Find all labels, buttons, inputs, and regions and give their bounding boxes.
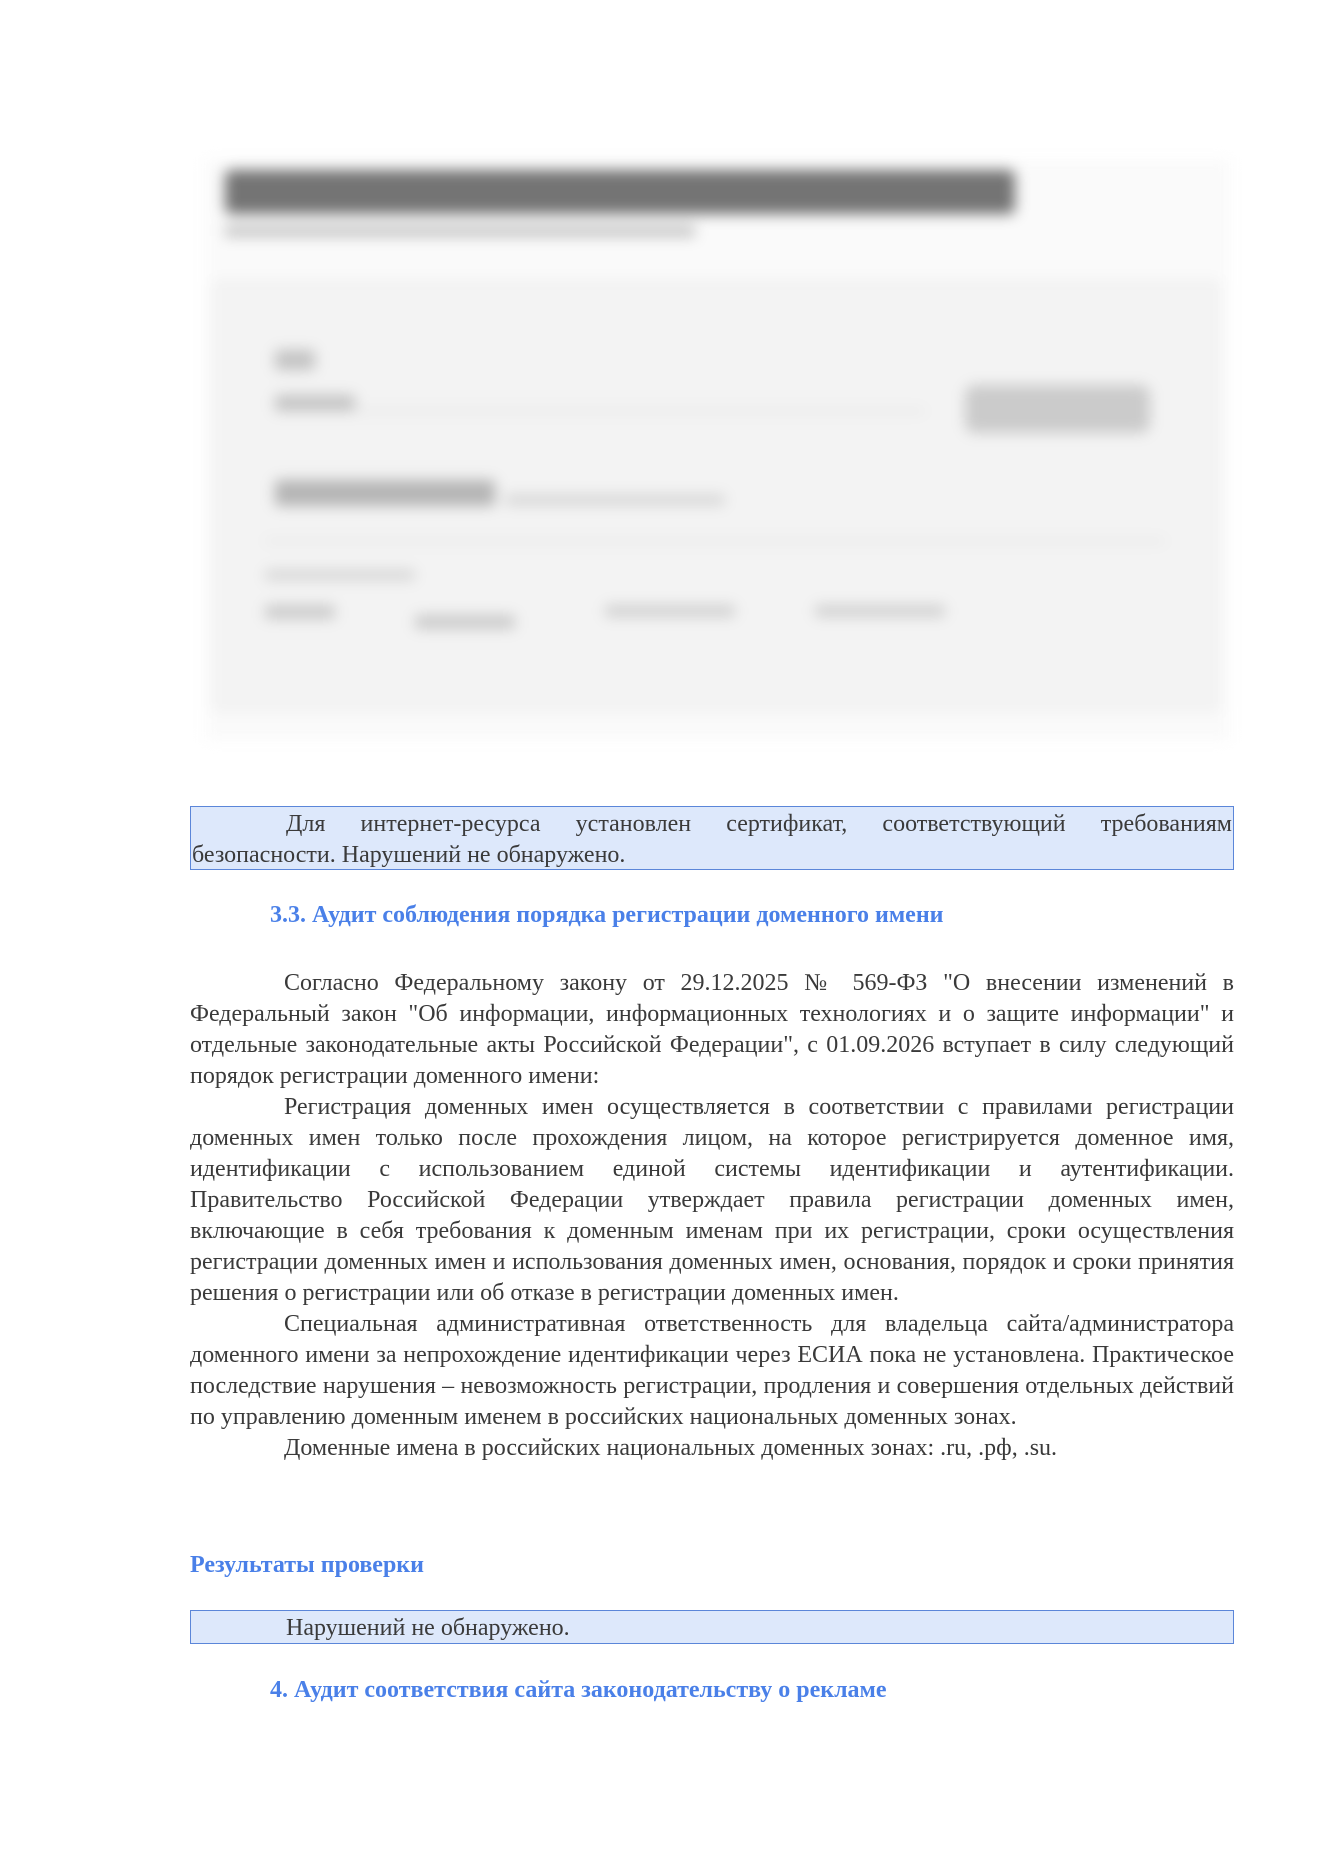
blurred-text: [505, 495, 725, 505]
result-box-certificate: [190, 806, 1234, 870]
section-3-3-body: [190, 968, 1234, 1464]
blurred-divider: [265, 540, 1165, 542]
blurred-text: [265, 570, 415, 580]
blurred-text: [415, 615, 515, 629]
blurred-button: [965, 385, 1150, 433]
result-box-domain: [190, 1610, 1234, 1644]
blurred-subtitle: [225, 225, 695, 237]
blurred-text: [605, 605, 735, 617]
blurred-text: [275, 480, 495, 506]
paragraph: Регистрация доменных имен осуществляется в соответствии с правилами регистрации доменных имен только после прохождения лицом, на которое регистрируется доменное имя, идентификации с использованием единой системы идентификации и аутентификации. Правительство Российской Федерации утверждает правила регистрации доменных имен, включающие в себя требования к доменным именам при их регистрации, сроки осуществления регистрации доменных имен и использования доменных имен, основания, порядок и сроки принятия решения о регистрации или об отказе в регистрации доменных имен.: [190, 1094, 1234, 1306]
paragraph: Специальная административная ответственность для владельца сайта/администратора доменного имени за непрохождение идентификации через ЕСИА пока не установлена. Практическое последствие нарушения – невозможность регистрации, продления и совершения отдельных действий по управлению доменным именем в российских национальных доменных зонах.: [190, 1311, 1234, 1430]
blurred-label: [275, 350, 315, 370]
result-text: Нарушений не обнаружено.: [286, 1615, 570, 1641]
blurred-title: [225, 170, 1015, 214]
section-heading-3-3: 3.3. Аудит соблюдения порядка регистрации доменного имени: [270, 902, 944, 928]
results-heading: Результаты проверки: [190, 1552, 424, 1578]
blurred-screenshot: [205, 160, 1230, 740]
blurred-divider: [275, 410, 925, 412]
paragraph: Согласно Федеральному закону от 29.12.2025 № 569-ФЗ "О внесении изменений в Федеральный закон "Об информации, информационных технологиях и о защите информации" и отдельные законодательные акты Российской Федерации", с 01.09.2026 вступает в силу следующий порядок регистрации доменного имени:: [190, 970, 1234, 1089]
blurred-text: [265, 605, 335, 619]
blurred-label: [275, 395, 355, 411]
paragraph: Доменные имена в российских национальных доменных зонах: .ru, .рф, .su.: [284, 1435, 1058, 1461]
blurred-text: [815, 605, 945, 617]
section-heading-4: 4. Аудит соответствия сайта законодательству о рекламе: [270, 1677, 887, 1703]
result-text: Для интернет-ресурса установлен сертификат, соответствующий требованиям безопасности. Нарушений не обнаружено.: [192, 811, 1232, 868]
